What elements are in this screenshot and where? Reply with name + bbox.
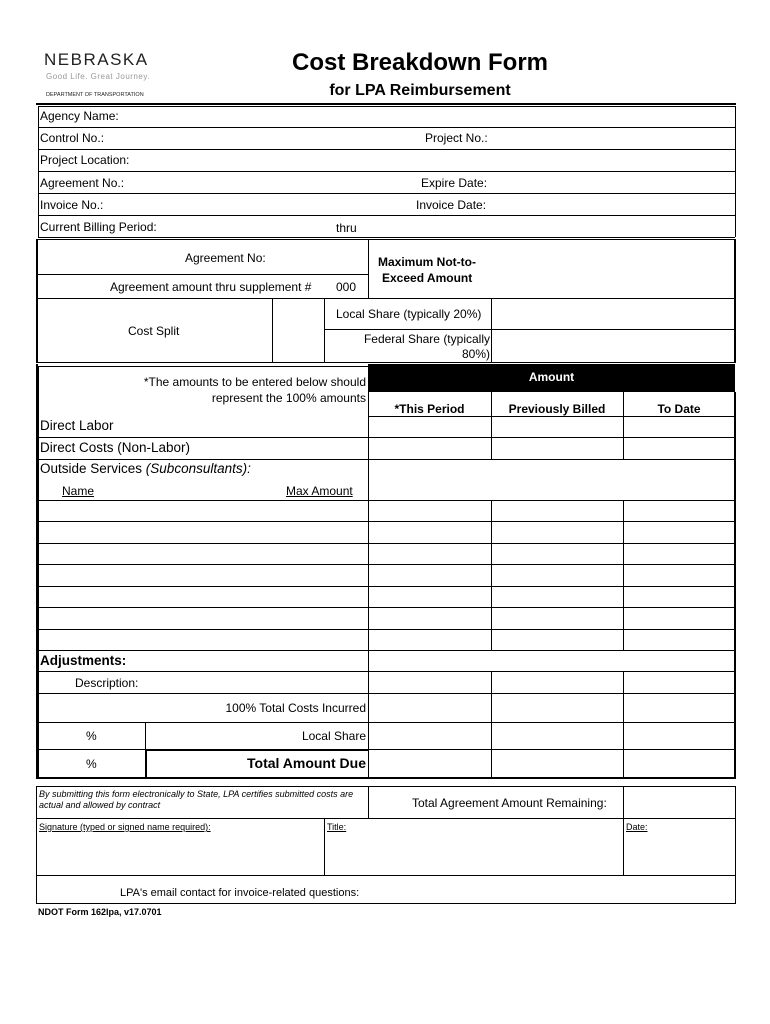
logo-department: DEPARTMENT OF TRANSPORTATION [46, 92, 144, 98]
form-subtitle: for LPA Reimbursement [329, 82, 511, 99]
form-number: NDOT Form 162lpa, v17.0701 [38, 907, 162, 917]
local-share-label: Local Share [301, 729, 366, 743]
direct-labor-label: Direct Labor [40, 418, 114, 433]
total-amount-due-label: Total Amount Due [247, 755, 366, 771]
subconsultant-max-amount-header: Max Amount [286, 484, 353, 498]
form-title: Cost Breakdown Form [291, 49, 549, 76]
agreement-remaining-label: Total Agreement Amount Remaining: [412, 796, 607, 810]
cost-split-label: Cost Split [128, 324, 180, 338]
federal-share-label-1: Federal Share (typically [363, 332, 490, 346]
project-no-label: Project No.: [425, 131, 488, 145]
total-due-percent: % [86, 757, 97, 771]
local-share-percent: % [86, 729, 97, 743]
col-this-period: *This Period [394, 402, 465, 416]
date-label: Date: [626, 822, 648, 832]
agreement-no-label: Agreement No.: [40, 176, 125, 190]
amounts-note-1: *The amounts to be entered below should [143, 375, 366, 389]
project-location-label: Project Location: [40, 153, 130, 167]
logo-name: NEBRASKA [44, 50, 149, 69]
amount-header: Amount [528, 370, 575, 384]
signature-label: Signature (typed or signed name required): [39, 822, 211, 832]
adjustment-description-label: Description: [75, 676, 139, 690]
max-nte-label-1: Maximum Not-to- [378, 255, 476, 269]
invoice-no-label: Invoice No.: [40, 198, 104, 212]
subconsultant-name-header: Name [62, 484, 95, 498]
outside-services-label [40, 462, 251, 476]
billing-period-label: Current Billing Period: [40, 220, 157, 234]
expire-date-label: Expire Date: [421, 176, 488, 190]
email-contact-label: LPA's email contact for invoice-related questions: [120, 887, 360, 899]
title-label: Title: [327, 822, 347, 832]
direct-costs-label: Direct Costs (Non-Labor) [40, 440, 191, 455]
control-no-label: Control No.: [40, 131, 105, 145]
amount-thru-supplement-label: Agreement amount thru supplement # [110, 280, 312, 294]
ndot-logo [40, 50, 170, 102]
total-costs-incurred-label: 100% Total Costs Incurred [225, 701, 366, 715]
agreement-no-sub-label: Agreement No: [185, 251, 266, 265]
federal-share-label-2: 80%) [461, 347, 490, 361]
outside-services-text: Outside Services [40, 461, 146, 476]
subconsultants-text: (Subconsultants): [145, 461, 251, 476]
adjustments-label: Adjustments: [40, 653, 127, 668]
certification-statement: By submitting this form electronically to State, LPA certifies submitted costs are actual and allowed by contract [39, 789, 354, 810]
invoice-date-label: Invoice Date: [416, 198, 487, 212]
supplement-number: 000 [336, 280, 357, 294]
agency-name-label: Agency Name: [40, 109, 119, 123]
local-share-typical-label: Local Share (typically 20%) [336, 307, 482, 321]
col-previously-billed: Previously Billed [508, 402, 606, 416]
col-to-date: To Date [657, 402, 701, 416]
amounts-note-2: represent the 100% amounts [211, 391, 366, 405]
max-nte-label-2: Exceed Amount [382, 271, 473, 285]
thru-label: thru [336, 221, 357, 235]
logo-tagline: Good Life. Great Journey. [46, 72, 150, 81]
amount-header-bar [368, 364, 735, 392]
